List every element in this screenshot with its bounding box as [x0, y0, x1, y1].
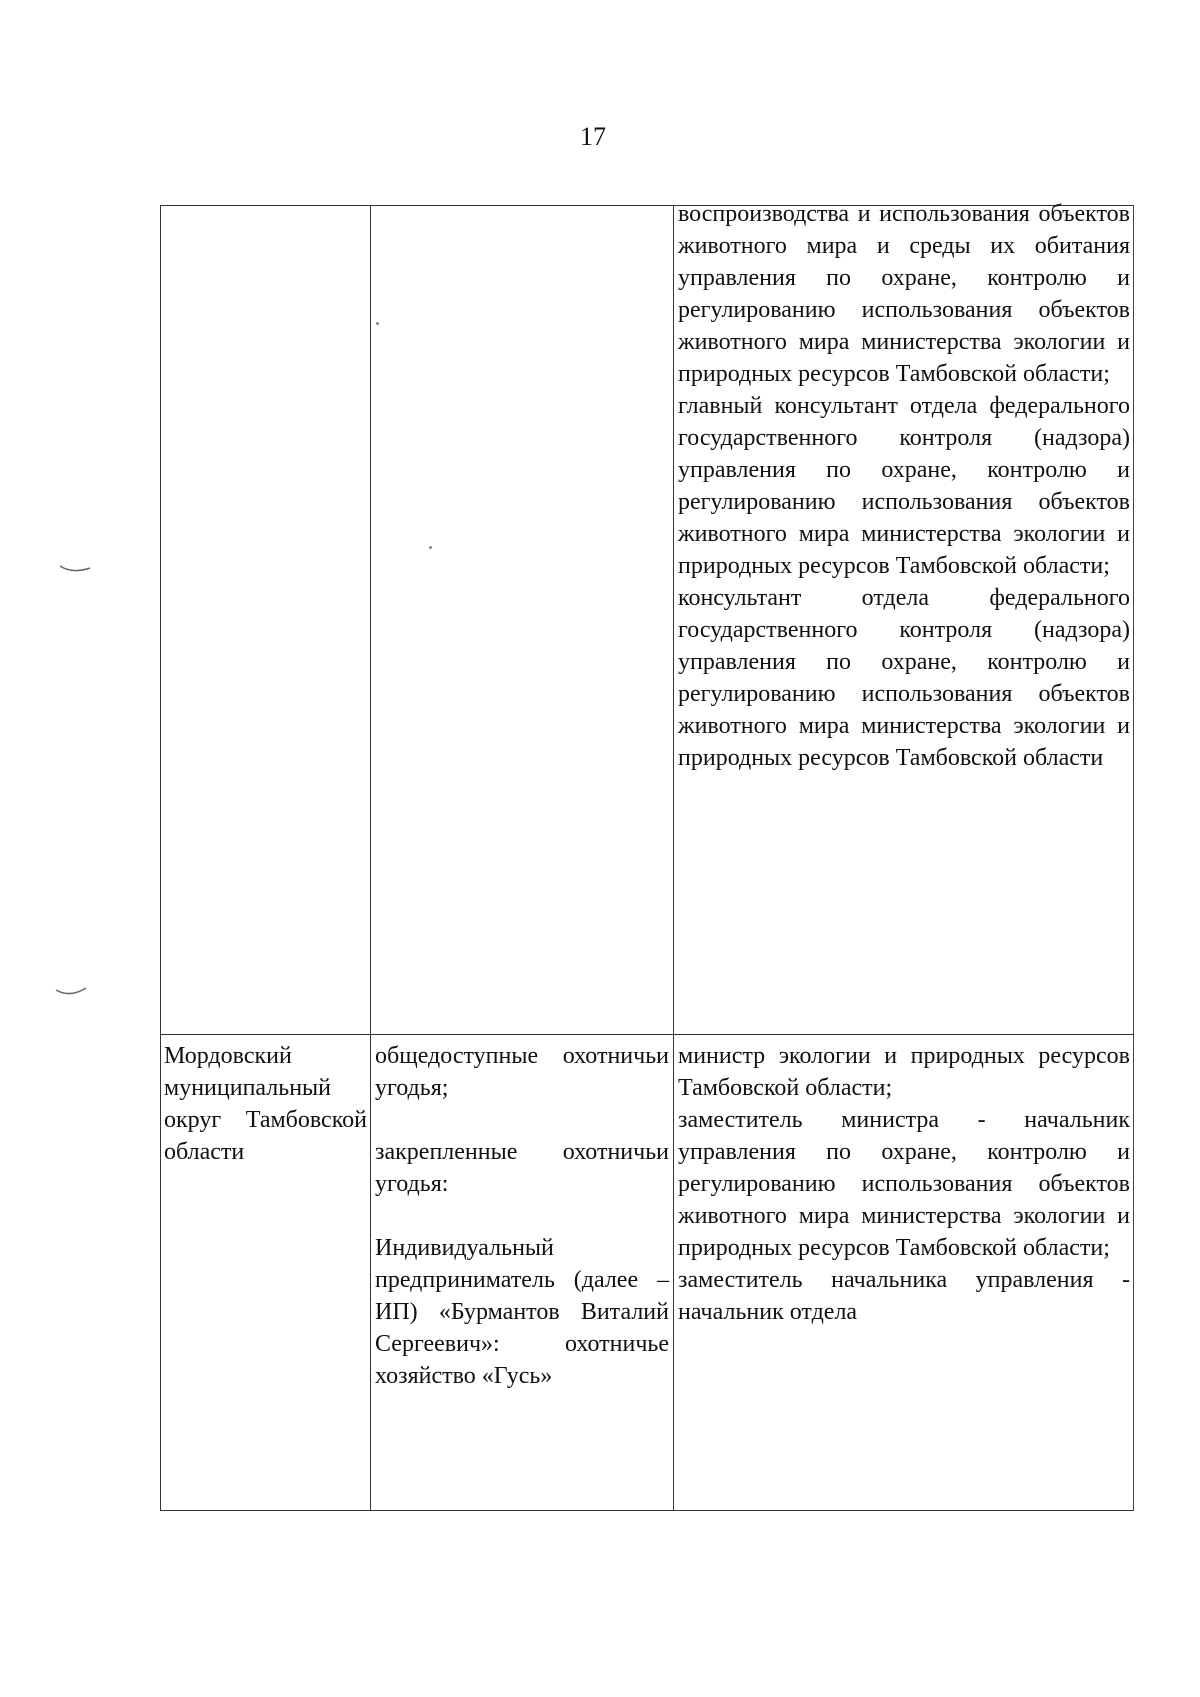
official-entry: министр экологии и природных ресурсов Тамбовской области; — [678, 1043, 1130, 1101]
scan-speck — [429, 546, 432, 549]
table-cell-hunting-grounds — [375, 1040, 669, 1392]
row-divider — [160, 1034, 1134, 1035]
table-cell-officials — [678, 1040, 1130, 1328]
column-divider-2 — [673, 205, 674, 1511]
official-entry: консультант отдела федерального государственного контроля (надзора) управления по охране, контролю и регулированию использования объектов животного мира министерства экологии и природных ресурсов Тамбовской области — [678, 585, 1130, 771]
table-cell-district — [164, 1040, 367, 1168]
district-name: Мордовский муниципальный округ Тамбовской области — [164, 1043, 367, 1165]
binding-hole-mark — [52, 982, 92, 1002]
column-divider-1 — [370, 205, 371, 1511]
official-entry: главный консультант отдела федерального государственного контроля (надзора) управления по охране, контролю и регулированию использования объектов животного мира министерства экологии и природных ресурсов Тамбовской области; — [678, 393, 1130, 579]
table-cell-officials-continued — [678, 198, 1130, 774]
hunting-grounds-entry: общедоступные охотничьи угодья; — [375, 1043, 669, 1101]
page-number: 17 — [580, 122, 606, 151]
hunting-grounds-entry: Индивидуальный предприниматель (далее – ИП) «Бурмантов Виталий Сергеевич»: охотничье хозяйство «Гусь» — [375, 1235, 669, 1389]
hunting-grounds-entry: закрепленные охотничьи угодья: — [375, 1139, 669, 1197]
binding-hole-mark — [56, 560, 96, 580]
official-entry: заместитель начальника управления - начальник отдела — [678, 1267, 1130, 1325]
official-entry: заместитель министра - начальник управления по охране, контролю и регулированию использования объектов животного мира министерства экологии и природных ресурсов Тамбовской области; — [678, 1107, 1130, 1261]
scan-speck — [376, 322, 379, 325]
official-entry: воспроизводства и использования объектов животного мира и среды их обитания управления по охране, контролю и регулированию использования объектов животного мира министерства экологии и природных ресурсов Тамбовской области; — [678, 201, 1130, 387]
